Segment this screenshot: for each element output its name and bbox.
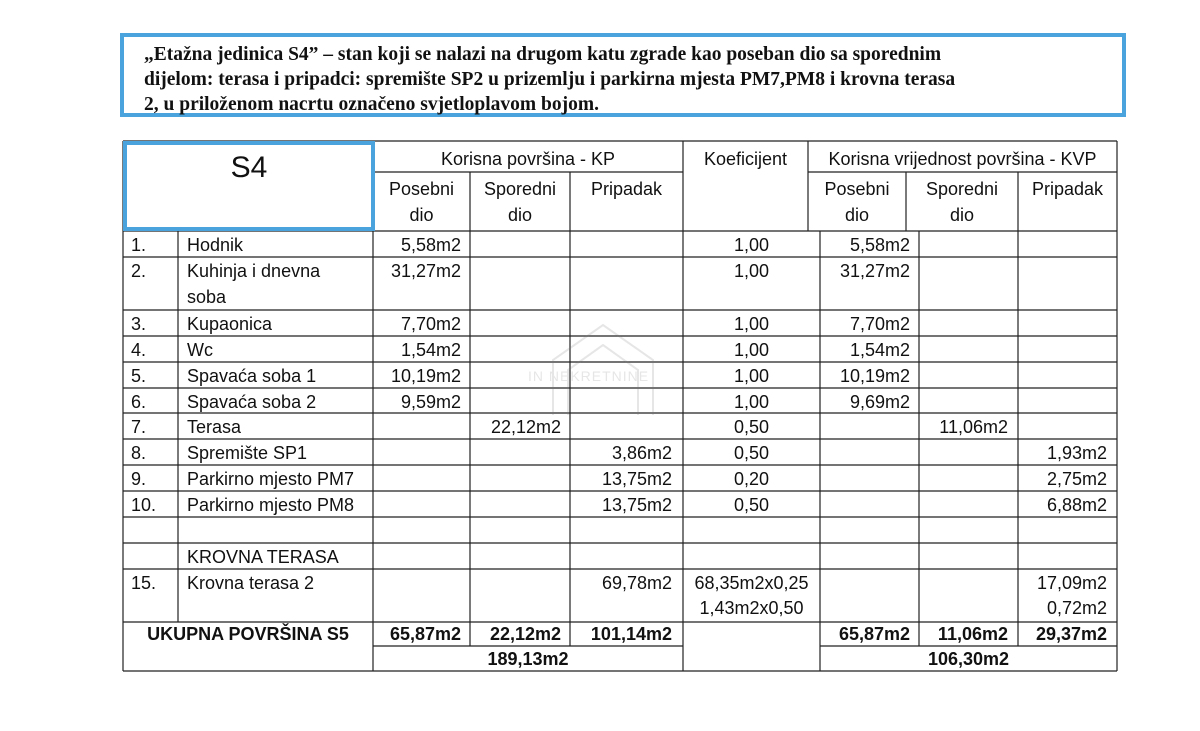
row-9-kp_r: 13,75m2 <box>601 469 672 489</box>
row-1-kv_p: 5,58m2 <box>849 235 910 255</box>
row-6-name: Spavaća soba 2 <box>187 392 317 412</box>
row-1-no: 1. <box>131 235 147 255</box>
watermark-text: IN NEKRETNINE <box>528 368 650 384</box>
row-2-name: Kuhinja i dnevna <box>187 261 321 281</box>
header-kvp-sporedni-2: dio <box>949 205 975 225</box>
row-4-kv_p: 1,54m2 <box>849 340 910 360</box>
row-9-kv_r: 2,75m2 <box>1046 469 1107 489</box>
row-9-k: 0,20 <box>733 469 770 489</box>
header-kvp-posebni-2: dio <box>844 205 870 225</box>
header-kp-posebni: Posebni <box>388 179 455 199</box>
row15-kvp-pripadak-2: 0,72m2 <box>1046 598 1107 618</box>
note-line-2: dijelom: terasa i pripadci: spremište SP2 u prizemlju i parkirna mjesta PM7,PM8 i krovna terasa <box>144 69 956 90</box>
row-5-kv_p: 10,19m2 <box>839 366 910 386</box>
row-10-k: 0,50 <box>733 495 770 515</box>
header-kp-sporedni: Sporedni <box>483 179 557 199</box>
header-kvp-posebni: Posebni <box>824 179 890 199</box>
row-8-name: Spremište SP1 <box>187 443 308 463</box>
row-5-name: Spavaća soba 1 <box>187 366 317 386</box>
total-label: UKUPNA POVRŠINA S5 <box>147 624 349 644</box>
row-1-k: 1,00 <box>733 235 770 255</box>
description-note <box>120 33 1126 117</box>
header-kvp-pripadak: Pripadak <box>1031 179 1104 199</box>
row-2-kp_p: 31,27m2 <box>390 261 461 281</box>
row-10-kp_r: 13,75m2 <box>601 495 672 515</box>
row15-name: Krovna terasa 2 <box>187 573 315 593</box>
header-kvp: Korisna vrijednost površina - KVP <box>828 149 1097 169</box>
header-kp-posebni-2: dio <box>409 205 434 225</box>
total-kp-sporedni: 22,12m2 <box>489 624 561 644</box>
row-6-no: 6. <box>131 392 147 412</box>
row-7-kp_s: 22,12m2 <box>490 417 561 437</box>
note-line-1: „Etažna jedinica S4” – stan koji se nalazi na drugom katu zgrade kao poseban dio sa sporednim <box>144 44 942 65</box>
row-9-no: 9. <box>131 469 147 489</box>
row-3-k: 1,00 <box>733 314 770 334</box>
row-3-kp_p: 7,70m2 <box>400 314 461 334</box>
header-kp-pripadak: Pripadak <box>590 179 663 199</box>
row-2-k: 1,00 <box>733 261 770 281</box>
row-7-no: 7. <box>131 417 147 437</box>
row15-no: 15. <box>131 573 157 593</box>
total-kvp-sum: 106,30m2 <box>927 649 1010 669</box>
row-8-kv_r: 1,93m2 <box>1046 443 1107 463</box>
row-10-kv_r: 6,88m2 <box>1046 495 1107 515</box>
total-kp-sum: 189,13m2 <box>487 649 569 669</box>
row-2-kv_p: 31,27m2 <box>839 261 910 281</box>
row-2-no: 2. <box>131 261 147 281</box>
row-1-name: Hodnik <box>187 235 244 255</box>
unit-label: S4 <box>230 151 268 184</box>
row-6-k: 1,00 <box>733 392 770 412</box>
row-3-name: Kupaonica <box>187 314 273 334</box>
row-8-no: 8. <box>131 443 147 463</box>
row-5-no: 5. <box>131 366 147 386</box>
row-5-k: 1,00 <box>733 366 770 386</box>
total-kvp-pripadak: 29,37m2 <box>1035 624 1107 644</box>
row15-kvp-pripadak-1: 17,09m2 <box>1036 573 1107 593</box>
total-kp-pripadak: 101,14m2 <box>590 624 672 644</box>
total-kvp-posebni: 65,87m2 <box>838 624 910 644</box>
row-4-k: 1,00 <box>733 340 770 360</box>
row-10-name: Parkirno mjesto PM8 <box>187 495 355 515</box>
header-kp-sporedni-2: dio <box>507 205 533 225</box>
row-6-kp_p: 9,59m2 <box>400 392 461 412</box>
row15-kp-pripadak: 69,78m2 <box>601 573 672 593</box>
total-kvp-sporedni: 11,06m2 <box>937 624 1008 644</box>
note-line-3: 2, u priloženom nacrtu označeno svjetloplavom bojom. <box>144 94 599 115</box>
row-8-kp_r: 3,86m2 <box>611 443 672 463</box>
header-kp: Korisna površina - KP <box>440 149 616 169</box>
row-6-kv_p: 9,69m2 <box>849 392 910 412</box>
row15-koef-1: 68,35m2x0,25 <box>694 573 809 593</box>
row-10-no: 10. <box>131 495 157 515</box>
total-kp-posebni: 65,87m2 <box>389 624 461 644</box>
row-9-name: Parkirno mjesto PM7 <box>187 469 355 489</box>
row-3-kv_p: 7,70m2 <box>849 314 910 334</box>
row-5-kp_p: 10,19m2 <box>390 366 461 386</box>
row-4-name: Wc <box>187 340 213 360</box>
row-7-name: Terasa <box>187 417 242 437</box>
watermark-logo <box>528 320 678 420</box>
section-label: KROVNA TERASA <box>187 547 339 567</box>
row-3-no: 3. <box>131 314 147 334</box>
row-7-kv_s: 11,06m2 <box>939 417 1008 437</box>
row-8-k: 0,50 <box>733 443 770 463</box>
row-7-k: 0,50 <box>733 417 770 437</box>
row15-koef-2: 1,43m2x0,50 <box>699 598 804 618</box>
row-2-name-line-2: soba <box>187 287 227 307</box>
row-4-kp_p: 1,54m2 <box>400 340 461 360</box>
header-koeficijent: Koeficijent <box>703 149 788 169</box>
row-1-kp_p: 5,58m2 <box>400 235 461 255</box>
row-4-no: 4. <box>131 340 147 360</box>
header-kvp-sporedni: Sporedni <box>925 179 999 199</box>
